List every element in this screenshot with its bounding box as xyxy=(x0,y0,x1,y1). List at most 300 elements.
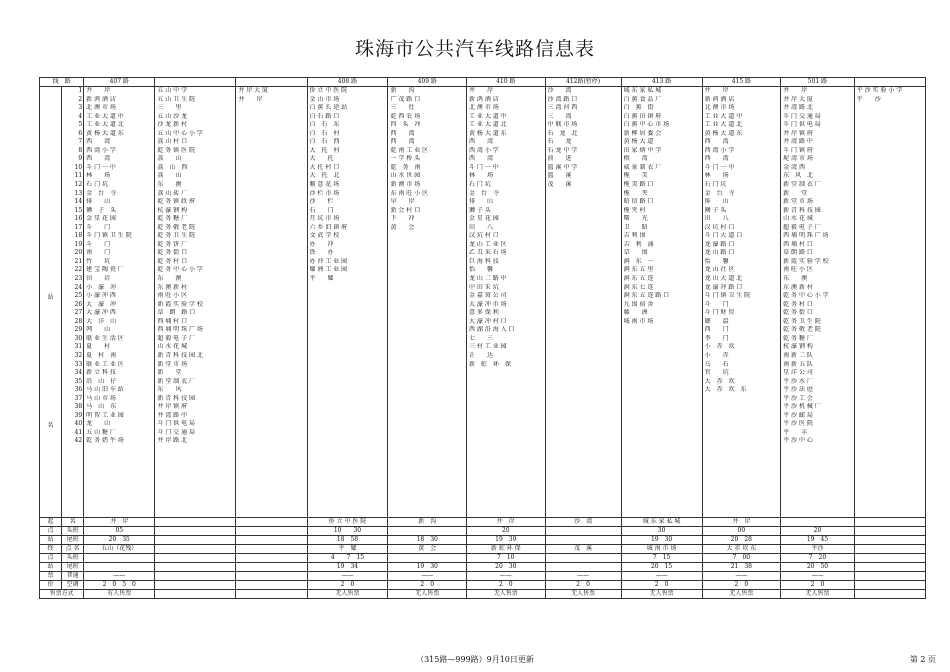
route-name xyxy=(155,78,236,87)
stop-name: 草 围 xyxy=(623,249,648,257)
stop-index: 16 xyxy=(74,215,83,223)
stop-name: 沙 栏 市 场 xyxy=(309,189,340,197)
stop-name: 新 虹 环 保 xyxy=(469,360,512,368)
stop-name: 平 沙 中 心 xyxy=(783,437,813,445)
stop-index: 33 xyxy=(74,360,83,368)
stop-index: 15 xyxy=(74,206,83,214)
stop-name: 平 沙 实 验 小 学 xyxy=(856,87,903,94)
stop-name: 白 蕉 长 途 站 xyxy=(309,104,348,112)
stop-name: 卫 昭 xyxy=(623,223,648,231)
route-stops xyxy=(781,87,855,518)
stop-name: 林 场 xyxy=(469,172,494,180)
row-label: 空调 xyxy=(62,581,84,590)
stop-name: 乾 务 敬 老 院 xyxy=(783,326,821,334)
stop-name: 山 水 世 园 xyxy=(390,172,421,180)
stop-name: 汉 坑 村 口 xyxy=(704,223,735,231)
stop-name: 小 赤 坎 xyxy=(704,343,735,351)
row-value xyxy=(854,536,925,545)
stop-index: 25 xyxy=(74,292,83,300)
info-row-origin xyxy=(40,518,926,527)
stop-name: 工 业 大 道 北 xyxy=(469,121,507,129)
stop-name: 坭 湾 市 场 xyxy=(783,155,813,163)
stop-name: 田 岩 xyxy=(86,275,111,283)
page-number: 第 2 页 xyxy=(909,655,936,664)
stop-name: 平 沙 医 院 xyxy=(783,420,813,428)
footer-note: （315路—999路）9月10日更新 xyxy=(416,655,534,664)
stop-index: 42 xyxy=(74,437,83,445)
stop-name: 西 埔 村 口 xyxy=(157,317,188,325)
stop-index: 40 xyxy=(74,420,83,428)
stop-name: 井 岸 xyxy=(238,95,263,103)
route-stops xyxy=(236,87,307,518)
row-value: 4 7 15 xyxy=(307,554,388,563)
stop-name: 龙 山 xyxy=(86,420,111,428)
stop-name: 斗 门 一 中 xyxy=(704,163,735,171)
stop-name: 井 湾 路 北 xyxy=(783,104,813,112)
row-value xyxy=(854,545,925,554)
row-value: 00 xyxy=(702,527,781,536)
stop-name: 白 石 东 xyxy=(309,121,340,129)
stop-name: 沙 湾 xyxy=(547,87,572,94)
stop-name: 乾 务 糖 厂 xyxy=(157,215,188,223)
row-label-top: 点 xyxy=(40,554,62,563)
row-value: 五山（花残） xyxy=(84,545,155,554)
stop-name: 乾 务 奶 牛 场 xyxy=(86,437,124,445)
row-value xyxy=(84,563,155,572)
stop-name: 吉 利 涌 xyxy=(623,240,654,248)
stop-name: 怡 馨 xyxy=(704,257,729,265)
stop-name: 石 龙 xyxy=(547,138,572,146)
stop-name: 汉 坑 村 口 xyxy=(469,232,499,240)
row-value: 19 30 xyxy=(621,536,702,545)
stop-name: 斗 门 大 道 口 xyxy=(704,232,743,240)
stop-name: 耀 洲 工 业 园 xyxy=(309,266,348,274)
route-stops xyxy=(155,87,236,518)
stop-name: 新 澳 市 场 xyxy=(390,181,421,189)
stop-name: 平 沙 邮 局 xyxy=(783,411,813,419)
stop-name: 西 湾 xyxy=(390,138,415,146)
stop-name: 榄 美 xyxy=(623,172,648,180)
row-label-top: 票 xyxy=(40,572,62,581)
row-value xyxy=(155,527,236,536)
row-value: 2 0 xyxy=(781,581,855,590)
stop-name: 工 业 大 道 中 xyxy=(704,112,743,120)
row-value: 井 岸 xyxy=(467,518,546,527)
row-value: 20 30 xyxy=(467,563,546,572)
stop-name: 意 多 保 利 xyxy=(469,309,499,317)
info-row-first-bus2 xyxy=(40,554,926,563)
stop-name: 办 冲 工 业 园 xyxy=(309,257,348,265)
row-value: 20 35 xyxy=(84,536,155,545)
route-name: 412路(暂停) xyxy=(545,78,621,87)
stop-name: 三 湾 河 西 xyxy=(547,104,578,112)
stop-name: 排 山 xyxy=(704,198,729,206)
route-name xyxy=(236,78,307,87)
route-stops xyxy=(702,87,781,518)
row-value xyxy=(854,572,925,581)
row-value: 无人售票 xyxy=(702,590,781,599)
row-value: 新 虹 环 保 xyxy=(467,545,546,554)
stop-name: 新 堂 xyxy=(157,369,182,377)
stop-name: 荔 山 xyxy=(157,155,182,163)
row-label: 普通 xyxy=(62,572,84,581)
row-value: —— xyxy=(781,572,855,581)
stop-name: 田 家 炳 中 学 xyxy=(623,146,662,154)
stop-name: 乾 南 工 业 区 xyxy=(390,146,429,154)
stop-name: 昭 信 路 口 xyxy=(623,198,654,206)
route-name: 501 路 xyxy=(781,78,855,87)
stop-name: 西 埔 明 珠 广 场 xyxy=(157,326,203,334)
stop-name: 狮 子 头 xyxy=(86,206,117,214)
row-value: 2 0 xyxy=(702,581,781,590)
stop-name: 黄 杨 大 道 东 xyxy=(704,129,743,137)
stop-name: 乾 务 中 心 小 学 xyxy=(783,292,829,300)
stop-name: 下 冲 xyxy=(390,215,415,223)
bus-route-table xyxy=(39,77,926,599)
row-value xyxy=(545,554,621,563)
stop-name: 黄 杨 大 道 东 xyxy=(86,129,124,137)
stop-name: 大 赤 坎 东 xyxy=(704,386,747,394)
stop-name: 草 朗 路 口 xyxy=(783,249,813,257)
info-row-interval xyxy=(40,572,926,581)
stop-index: 24 xyxy=(74,283,83,291)
stop-name: 五 山 糖 厂 xyxy=(86,428,116,436)
stop-name: 斗 门 一 中 xyxy=(469,163,499,171)
stop-name: 斗 门 供 电 局 xyxy=(783,121,821,129)
stop-name: 白 蕉 街 xyxy=(623,104,654,112)
stop-name: 西 湾 小 学 xyxy=(469,146,499,154)
stop-name: 早 岸 xyxy=(390,198,415,206)
stop-name: 荔 山 砖 厂 xyxy=(157,189,188,197)
stop-name: 吉 利 围 xyxy=(623,232,646,240)
row-value xyxy=(155,554,236,563)
row-value: 新 沟 xyxy=(388,518,467,527)
stop-name: 沙 龙 新 村 xyxy=(157,121,188,129)
stop-name: 南 门 xyxy=(86,249,111,257)
stop-index: 19 xyxy=(74,240,83,248)
route-name: 410 路 xyxy=(467,78,546,87)
stop-name: 荔 山 村 口 xyxy=(157,138,188,146)
stop-name: 涧 东 五 里 xyxy=(623,266,654,274)
stop-name: 新 柳 居 委 会 xyxy=(623,129,662,137)
stop-name: 西 埔 明 珠 广 场 xyxy=(783,232,829,240)
row-value xyxy=(236,545,307,554)
route-name: 408 路 xyxy=(307,78,388,87)
row-value: 无人售票 xyxy=(467,590,546,599)
stop-name: 办 冲 xyxy=(309,240,334,248)
stop-name: 东 南 旺 小 区 xyxy=(390,189,429,197)
stop-name: 东 风 北 xyxy=(783,172,814,180)
stop-name: 曙 光 xyxy=(623,215,648,223)
stop-name: 林 场 xyxy=(86,172,111,180)
stop-name: 狮 子 头 xyxy=(469,206,491,214)
stop-name: 乾 务 南 xyxy=(390,163,421,171)
stop-name: 西 湖 沿 海 入 口 xyxy=(469,326,515,334)
stop-index: 11 xyxy=(74,172,83,180)
row-value: —— xyxy=(84,572,155,581)
route-stops xyxy=(854,87,925,518)
stop-name: 西 门 xyxy=(704,326,729,334)
row-value: 侨 立 中 医 院 xyxy=(307,518,388,527)
stop-name: 狮 子 头 xyxy=(704,206,727,214)
stop-name: 榄 夹 xyxy=(623,189,648,197)
row-value: 无人售票 xyxy=(307,590,388,599)
stop-name: 工 业 大 道 中 xyxy=(469,112,507,120)
stop-name: 白 蕉 田 镇 府 xyxy=(623,112,662,120)
row-label-top: 起 xyxy=(40,518,62,527)
row-value xyxy=(236,563,307,572)
stop-name: 乾 务 卫 生 院 xyxy=(157,232,195,240)
stop-name: 三 湾 xyxy=(547,112,572,120)
stop-name: 田 八 xyxy=(704,215,729,223)
route-name: 407 路 xyxy=(84,78,155,87)
stop-name: 石 门 坑 xyxy=(469,181,491,189)
info-row-terminus xyxy=(40,545,926,554)
stop-name: 龙 濠 路 口 xyxy=(704,240,735,248)
stop-name: 东 风 xyxy=(157,386,182,394)
stop-name: 西 湾 小 学 xyxy=(86,146,116,154)
stop-name: 建 宝 陶 瓷 厂 xyxy=(86,266,124,274)
stop-name: 竹 坑 xyxy=(86,257,111,265)
row-value xyxy=(854,554,925,563)
stop-name: 龙 山 大 道 北 xyxy=(704,275,743,283)
row-value: 2 0 xyxy=(545,581,621,590)
row-value xyxy=(155,545,236,554)
stop-name: 杭 濠 钢 构 xyxy=(157,206,188,214)
stop-name: 井 岸 xyxy=(783,87,808,94)
row-label: 头班 xyxy=(62,527,84,536)
stop-name: 篮 溪 xyxy=(547,172,572,180)
row-value xyxy=(545,563,621,572)
stop-name: 井 岸 大 厦 xyxy=(238,87,269,94)
row-value: 井 岸 xyxy=(84,518,155,527)
stop-name: 大 托 村 xyxy=(309,146,340,154)
stop-name: 马 山 旧 车 站 xyxy=(86,386,124,394)
row-label: 尾班 xyxy=(62,563,84,572)
stop-index: 6 xyxy=(78,129,83,137)
stop-name: 大 濠 冲 西 xyxy=(86,309,116,317)
stop-index: 22 xyxy=(74,266,83,274)
stop-name: 金 台 寺 xyxy=(704,189,735,197)
stop-name: 井 岸 xyxy=(704,87,729,94)
stop-name: 侨 立 中 医 院 xyxy=(309,87,348,94)
stop-name: 石 龙 北 xyxy=(547,129,578,137)
stop-name: 白 蕉 中 心 市 场 xyxy=(623,121,670,129)
stop-index: 34 xyxy=(74,369,83,377)
stop-name: 前 进 xyxy=(547,155,572,163)
stop-name: 东 澳 xyxy=(783,275,808,283)
stop-name: 乾 务 村 口 xyxy=(157,257,188,265)
row-value: 2 0 xyxy=(307,581,388,590)
stop-name: 小 濠 冲 xyxy=(86,283,117,291)
row-value xyxy=(236,536,307,545)
row-value xyxy=(545,536,621,545)
stop-name: 茂 溪 xyxy=(547,181,572,189)
row-value: 20 28 xyxy=(702,536,781,545)
stop-name: 斗 门 xyxy=(86,223,111,231)
row-value: 无人售票 xyxy=(781,590,855,599)
row-value xyxy=(236,554,307,563)
stop-name: 南 新 五 队 xyxy=(783,360,813,368)
stop-name: 斗 门 镇 卫 生 院 xyxy=(86,232,132,240)
stop-index: 17 xyxy=(74,223,83,231)
stop-index: 14 xyxy=(74,198,83,206)
route-stops xyxy=(388,87,467,518)
stop-name: 涧 东 五 连 路 口 xyxy=(623,292,670,300)
row-value: 7 00 xyxy=(702,554,781,563)
row-value: 2 0 xyxy=(388,581,467,590)
stop-name: 黄 会 xyxy=(390,223,415,231)
stop-index: 26 xyxy=(74,300,83,308)
stop-name: 乾 务 敬 老 院 xyxy=(157,223,195,231)
stop-name: 大 濠 冲 xyxy=(86,300,117,308)
stop-name: 新 鸿 酒 店 xyxy=(469,95,499,103)
stop-name: 中 联 市 场 xyxy=(547,121,578,129)
stop-name: 井 岸 大 厦 xyxy=(783,95,813,103)
stop-name: 沙 湾 路 口 xyxy=(547,95,578,103)
stop-name: 大 洋 山 xyxy=(86,317,117,325)
row-value: 城 南 市 场 xyxy=(621,545,702,554)
stop-name: 平 沙 xyxy=(856,95,881,103)
route-name: 409 路 xyxy=(388,78,467,87)
stop-name: 超 毅 电 子 厂 xyxy=(783,223,821,231)
stop-name: 夏 村 南 xyxy=(86,351,117,359)
row-value: 有人售票 xyxy=(84,590,155,599)
stop-name: 山 水 花 城 xyxy=(783,215,813,223)
stop-name: 新 霞 实 验 学 校 xyxy=(157,300,203,308)
row-value: 城 东 家 私 城 xyxy=(621,518,702,527)
stop-name: 西 湾 xyxy=(86,155,111,163)
stop-name: 平 沙 法 庭 xyxy=(783,386,813,394)
row-label-top: 站 xyxy=(40,563,62,572)
stop-index: 41 xyxy=(74,428,83,436)
stop-name: 星 洋 公 司 xyxy=(783,369,813,377)
stop-name: 乾 西 农 场 xyxy=(390,112,421,120)
row-value: 18 30 xyxy=(388,536,467,545)
stop-name: 工 业 大 道 北 xyxy=(86,121,124,129)
stop-name: 工 业 大 道 中 xyxy=(86,112,124,120)
stop-name: 斗 门 镇 卫 生 院 xyxy=(704,292,751,300)
stop-name: 东 澳 新 村 xyxy=(157,283,188,291)
info-row-fare xyxy=(40,581,926,590)
stop-name: 西 湾 xyxy=(704,138,729,146)
row-value xyxy=(854,563,925,572)
info-row-last-bus2 xyxy=(40,563,926,572)
stop-name: 正 达 xyxy=(469,351,494,359)
row-value: 无人售票 xyxy=(545,590,621,599)
stop-name: 李 门 xyxy=(704,334,729,342)
stop-name: 大 托 xyxy=(309,155,334,163)
stop-name: 大 濠 冲 市 场 xyxy=(469,300,507,308)
row-value: 20 15 xyxy=(621,563,702,572)
stop-name: 田 八 xyxy=(469,223,494,231)
stop-index: 1 xyxy=(78,87,83,94)
row-value: 7 15 xyxy=(621,554,702,563)
stop-name: 石 门 坑 xyxy=(86,181,108,189)
stop-name: 新 鸿 酒 店 xyxy=(86,95,116,103)
side-label-top: 站 xyxy=(47,294,54,301)
stop-name: 金 星 花 园 xyxy=(469,215,499,223)
stop-name: 山 水 花 城 xyxy=(157,343,188,351)
row-value: —— xyxy=(307,572,388,581)
row-value: 无人售票 xyxy=(388,590,467,599)
stop-name: 龙 山 工 业 区 xyxy=(469,240,507,248)
stop-index-column xyxy=(62,87,84,518)
info-row-last-bus xyxy=(40,536,926,545)
row-value: —— xyxy=(702,572,781,581)
stop-name: 小 濠 冲 西 xyxy=(86,292,116,300)
stop-name: 顺 意 花 场 xyxy=(309,181,340,189)
stop-index: 9 xyxy=(78,155,83,163)
stop-name: 月 坑 市 场 xyxy=(309,215,340,223)
stop-name: 乾 务 街 口 xyxy=(157,249,188,257)
stop-name: 五 山 中 心 小 学 xyxy=(157,129,203,137)
stop-index: 20 xyxy=(74,249,83,257)
row-value xyxy=(155,590,236,599)
stop-name: 小 赤 xyxy=(704,351,729,359)
stop-name: 铁 办 xyxy=(309,249,334,257)
stop-index: 35 xyxy=(74,377,83,385)
stop-name: 新 堂 制 衣 厂 xyxy=(783,181,821,189)
stop-name: 五 山 沙 龙 xyxy=(157,112,188,120)
stop-index: 12 xyxy=(74,181,83,189)
row-label-top: 售票方式 xyxy=(40,590,84,599)
stop-name: 东 澳 xyxy=(157,275,182,283)
row-value: 2 0 xyxy=(621,581,702,590)
stop-name: 西 湾 xyxy=(469,138,494,146)
stop-name: 斗 门 供 电 局 xyxy=(157,420,195,428)
stop-name: 北 澳 市 场 xyxy=(469,104,499,112)
header-row xyxy=(40,78,926,87)
stop-name: 新 青 科 技 园 北 xyxy=(157,351,203,359)
stop-name: 御 温 xyxy=(704,317,729,325)
row-value: 19 39 xyxy=(467,536,546,545)
stop-name: 夏 村 xyxy=(86,343,111,351)
route-name xyxy=(854,78,925,87)
stop-name: 井 湾 路 中 xyxy=(783,138,813,146)
stop-name: 大 赤 坎 xyxy=(704,377,735,385)
stop-name: 黄 杨 大 道 xyxy=(623,138,654,146)
stop-name: 石 门 坑 xyxy=(704,181,727,189)
stop-name: 白 石 西 xyxy=(309,138,340,146)
stop-index: 2 xyxy=(78,95,83,103)
row-value xyxy=(388,527,467,536)
stop-name: 五 山 卫 生 院 xyxy=(157,95,195,103)
stop-name: 西 湾 xyxy=(704,155,729,163)
stop-index: 32 xyxy=(74,351,83,359)
row-value xyxy=(155,563,236,572)
stop-name: 联 业 生 活 区 xyxy=(86,334,124,342)
stop-name: 乾 务 卫 生 院 xyxy=(783,317,821,325)
stop-name: 七 三 xyxy=(469,334,494,342)
row-value xyxy=(854,581,925,590)
stop-index: 38 xyxy=(74,403,83,411)
stop-name: 巨 海 科 技 xyxy=(469,257,499,265)
stop-index: 30 xyxy=(74,334,83,342)
stop-name: 龙 山 社 区 xyxy=(704,266,735,274)
row-value: 20 xyxy=(781,527,855,536)
stop-name: 四 头 冲 xyxy=(390,121,421,129)
row-value: 7 10 xyxy=(467,554,546,563)
stop-name: 新 青 科 技 园 xyxy=(157,394,195,402)
row-label: 点 名 xyxy=(62,545,84,554)
stop-name: 杭 濠 钢 构 xyxy=(783,343,813,351)
stop-index: 27 xyxy=(74,309,83,317)
stop-name: 超 毅 电 子 厂 xyxy=(157,334,195,342)
stop-name: 金 山 市 场 xyxy=(309,95,340,103)
row-value: 7 20 xyxy=(781,554,855,563)
row-value: 20 50 xyxy=(781,563,855,572)
